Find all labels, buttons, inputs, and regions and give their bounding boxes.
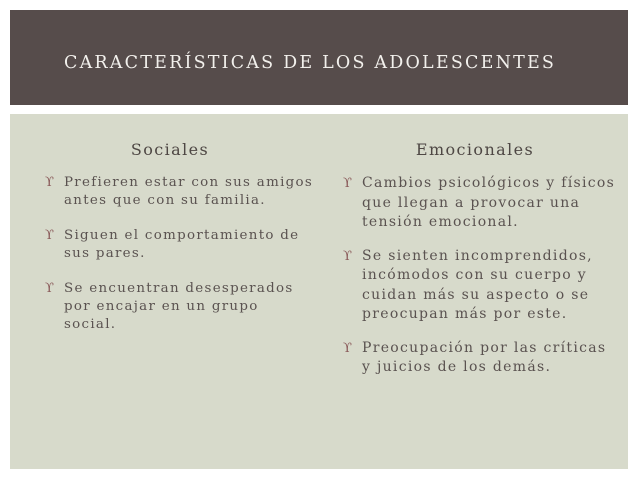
column-header-sociales: Sociales xyxy=(130,140,210,159)
list-item-text: Cambios psicológicos y físicos que llegan a provocar una tensión emocional. xyxy=(362,175,616,230)
bullet-icon: ϒ xyxy=(45,281,54,296)
bullet-icon: ϒ xyxy=(343,248,352,264)
column-header-emocionales: Emocionales xyxy=(415,140,535,159)
slide-title: CARACTERÍSTICAS DE LOS ADOLESCENTES xyxy=(64,53,557,73)
title-bar xyxy=(10,10,628,105)
list-item-text: Preocupación por las críticas y juicios de los demás. xyxy=(362,339,607,375)
list-item-text: Prefieren estar con sus amigos antes que con su familia. xyxy=(64,175,314,208)
list-item-text: Se sienten incomprendidos, incómodos con su cuerpo y cuidan más su aspecto o se preocupan más por este. xyxy=(362,247,593,322)
bullet-icon: ϒ xyxy=(343,176,352,191)
sociales-list xyxy=(45,174,315,351)
list-item-text: Se encuentran desesperados por encajar en un grupo social. xyxy=(64,281,294,332)
list-item xyxy=(45,227,315,263)
list-item-text: Siguen el comportamiento de sus pares. xyxy=(64,228,300,261)
bullet-icon: ϒ xyxy=(343,340,352,356)
content-panel xyxy=(10,114,628,469)
list-item xyxy=(343,247,618,325)
list-item xyxy=(45,280,315,334)
list-item xyxy=(45,174,315,210)
bullet-icon: ϒ xyxy=(45,228,54,243)
list-item xyxy=(343,174,618,233)
bullet-icon: ϒ xyxy=(45,175,54,190)
emocionales-list xyxy=(343,174,618,392)
list-item xyxy=(343,339,618,378)
